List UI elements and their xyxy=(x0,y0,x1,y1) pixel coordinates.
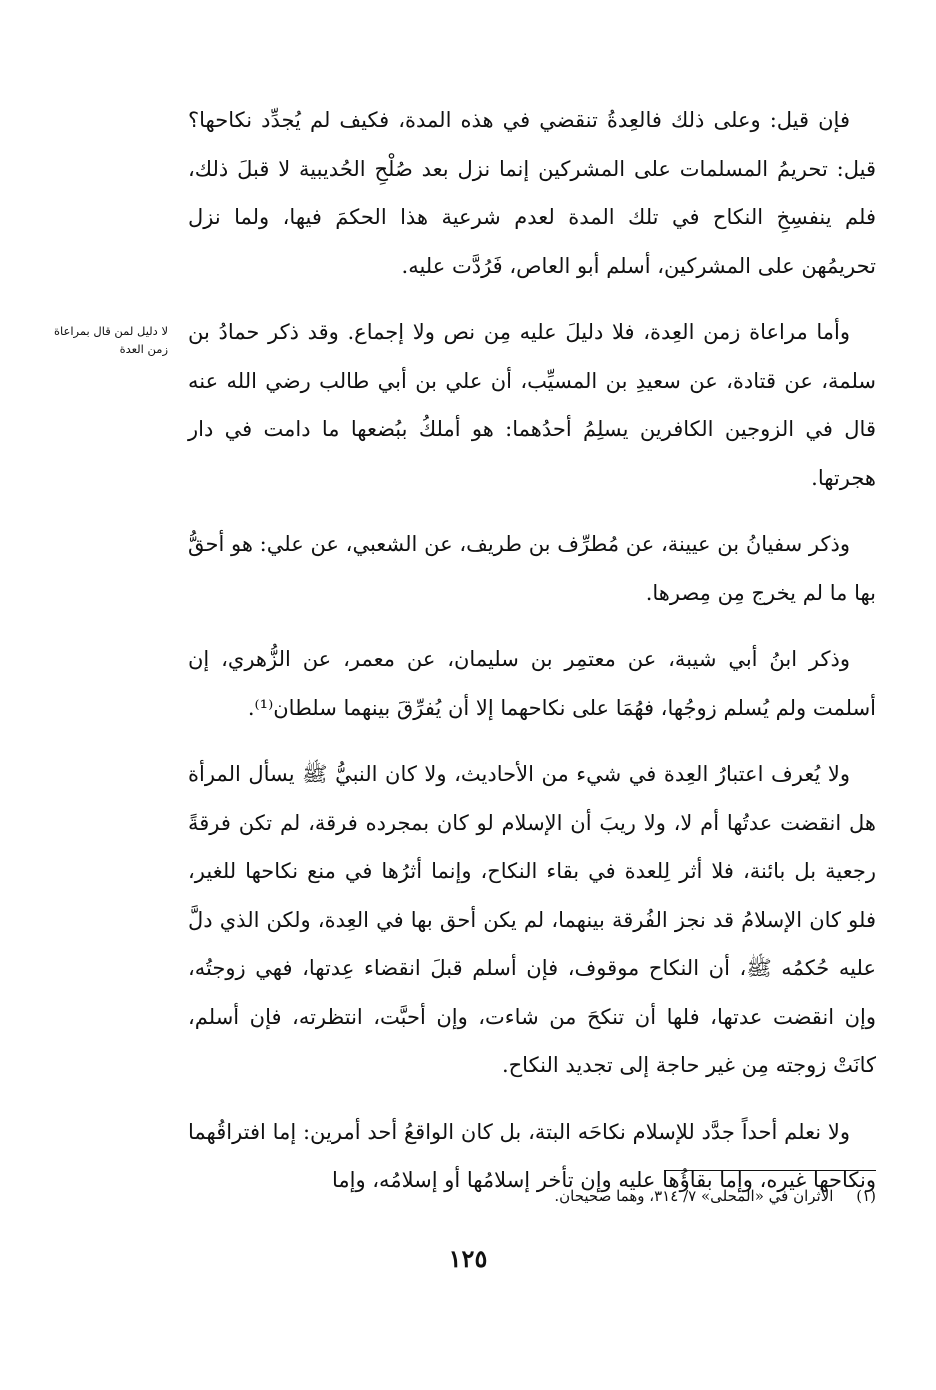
main-text xyxy=(188,96,876,1223)
footnote-text: الأثران في «المحلى» ٧/ ٣١٤، وهما صحيحان. xyxy=(554,1187,834,1205)
footnote-number: (١) xyxy=(856,1187,876,1205)
footnote-divider xyxy=(664,1170,876,1171)
paragraph-4: وذكر ابنُ أبي شيبة، عن معتمِر بن سليمان، عن معمر، عن الزُّهري، إن أسلمت ولم يُسلم زوجُها، فهُمَا على نكاحهما إلا أن يُفرِّقَ بينهما سلطان⁽¹⁾. xyxy=(188,647,876,720)
paragraph-2: وأما مراعاة زمن العِدة، فلا دليلَ عليه مِن نص ولا إجماع. وقد ذكر حمادُ بن سلمة، عن قتادة، عن سعيدِ بن المسيِّب، أن علي بن أبي طالب رضي الله عنه قال في الزوجين الكافرين يسلِمُ أحدُهما: هو أملكُ ببُضعها ما دامت في دار هجرتها. xyxy=(188,320,876,490)
paragraph-5: ولا يُعرف اعتبارُ العِدة في شيء من الأحاديث، ولا كان النبيُّ ﷺ يسأل المرأة هل انقضت عدتُها أم لا، ولا ريبَ أن الإسلام لو كان بمجرده فرقة، لم تكن فرقةً رجعية بل بائنة، فلا أثر لِلعدة في بقاء النكاح، وإنما أثرُها في منع نكاحها للغير، فلو كان الإسلامُ قد نجز الفُرقة بينهما، لم يكن أحق بها في العِدة، ولكن الذي دلَّ عليه حُكمُه ﷺ، أن النكاح موقوف، فإن أسلم قبلَ انقضاء عِدتها، فهي زوجتُه، وإن انقضت عدتها، فلها أن تنكحَ من شاءت، وإن أحبَّت، انتظرته، فإن أسلم، كانَتْ زوجته مِن غير حاجة إلى تجديد النكاح. xyxy=(188,762,876,1077)
paragraph-6: ولا نعلم أحداً جدَّد للإسلام نكاحَه البتة، بل كان الواقعُ أحد أمرين: إما افتراقُهما ونكاحها غيره، وإما بقاؤُها عليه وإن تأخر إسلامُها أو إسلامُه، وإما xyxy=(188,1119,876,1192)
margin-note: لا دليل لمن قال بمراعاة زمن العدة xyxy=(53,324,168,356)
paragraph-3: وذكر سفيانُ بن عيينة، عن مُطرِّف بن طريف، عن الشعبي، عن علي: هو أحقُّ بها ما لم يخرج مِن مِصرها. xyxy=(188,532,876,605)
paragraph-1: فإن قيل: وعلى ذلك فالعِدةُ تنقضي في هذه المدة، فكيف لم يُجدِّد نكاحها؟ قيل: تحريمُ المسلمات على المشركين إنما نزل بعد صُلْحِ الحُديبية لا قبلَ ذلك، فلم ينفسِخِ النكاح في تلك المدة لعدم شرعية هذا الحكمَ فيها، ولما نزل تحريمُهن على المشركين، أسلم أبو العاص، فَرُدَّت عليه. xyxy=(188,108,876,278)
page-number: ١٢٥ xyxy=(448,1244,488,1273)
footnote xyxy=(188,1184,876,1208)
